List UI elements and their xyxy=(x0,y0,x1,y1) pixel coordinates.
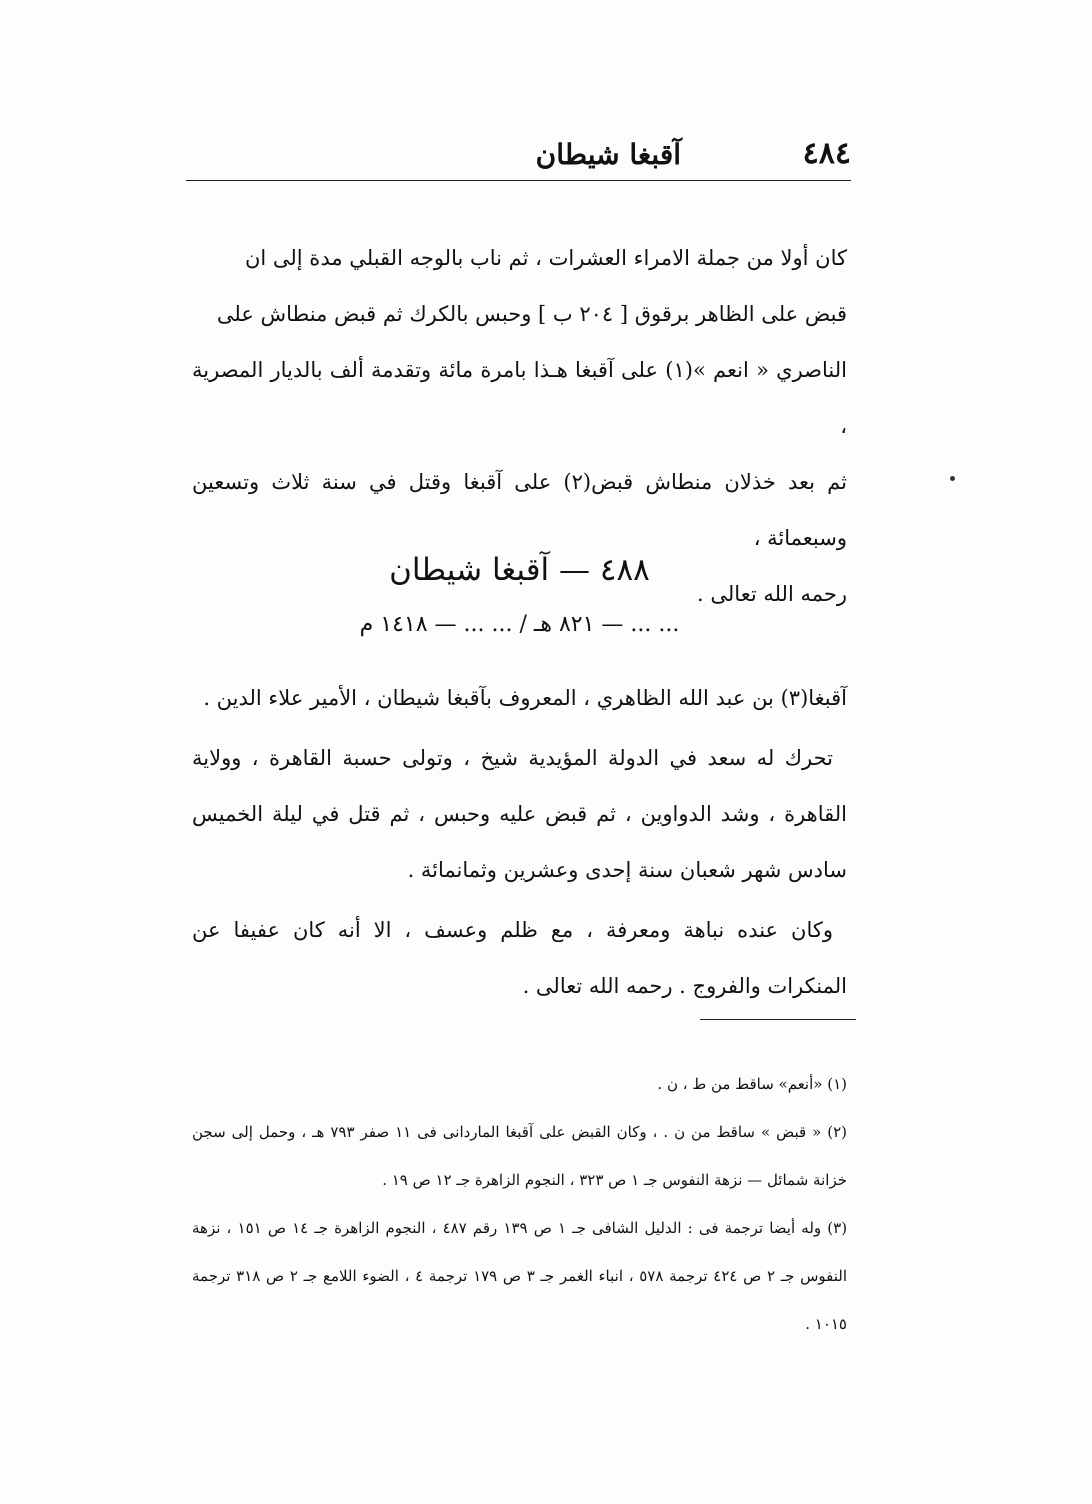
footnote-rule xyxy=(700,1019,856,1020)
intro-line: قبض على الظاهر برقوق [ ٢٠٤ ب ] وحبس بالكرك ثم قبض منطاش على xyxy=(216,302,847,326)
intro-line: كان أولا من جملة الامراء العشرات ، ثم ناب بالوجه القبلي مدة إلى ان xyxy=(244,246,847,270)
footnote: (٢) « قبض » ساقط من ن . ، وكان القبض على آقبغا الماردانى فى ١١ صفر ٧٩٣ هـ ، وحمل إلى سجن خزانة شمائل — نزهة النفوس جـ ١ ص ٣٢٣ ، النجوم الزاهرة جـ ١٢ ص ١٩ . xyxy=(192,1123,848,1189)
entry-dates: ... ... — ٨٢١ هـ / ... ... — ١٤١٨ م xyxy=(359,612,680,637)
page-number: ٤٨٤ xyxy=(802,136,851,171)
entry-title: ٤٨٨ — آقبغا شيطان xyxy=(389,552,650,588)
footnote: (١) «أنعم» ساقط من ط ، ن . xyxy=(657,1075,847,1093)
intro-line: الناصري « انعم »(١) على آقبغا هـذا بامرة مائة وتقدمة ألف بالديار المصرية ، xyxy=(192,358,847,438)
entry-paragraph: تحرك له سعد في الدولة المؤيدية شيخ ، وتولى حسبة القاهرة ، وولاية القاهرة ، وشد الدواوين ، ثم قبض عليه وحبس ، ثم قتل في ليلة الخميس سادس شهر شعبان سنة إحدى وعشرين وثمانمائة . xyxy=(192,746,847,882)
page-header xyxy=(186,132,851,180)
footnotes xyxy=(192,1060,847,1348)
entry-paragraph: وكان عنده نباهة ومعرفة ، مع ظلم وعسف ، الا أنه كان عفيفا عن المنكرات والفروج . رحمه الله تعالى . xyxy=(192,918,847,998)
intro-line: ثم بعد خذلان منطاش قبض(٢) على آقبغا وقتل في سنة ثلاث وتسعين وسبعمائة ، xyxy=(192,470,847,550)
entry-paragraph: آقبغا(٣) بن عبد الله الظاهري ، المعروف بآقبغا شيطان ، الأمير علاء الدين . xyxy=(203,686,847,710)
entry-body xyxy=(192,670,847,1018)
header-rule xyxy=(186,180,851,181)
ink-speck xyxy=(950,476,955,481)
running-title: آقبغا شيطان xyxy=(535,138,681,171)
footnote: (٣) وله أيضا ترجمة فى : الدليل الشافى جـ ١ ص ١٣٩ رقم ٤٨٧ ، النجوم الزاهرة جـ ١٤ ص ١٥١ ، نزهة النفوس جـ ٢ ص ٤٢٤ ترجمة ٥٧٨ ، انباء الغمر جـ ٣ ص ١٧٩ ترجمة ٤ ، الضوء اللامع جـ ٢ ص ٣١٨ ترجمة ١٠١٥ . xyxy=(192,1219,848,1333)
intro-line: رحمه الله تعالى . xyxy=(697,582,847,606)
